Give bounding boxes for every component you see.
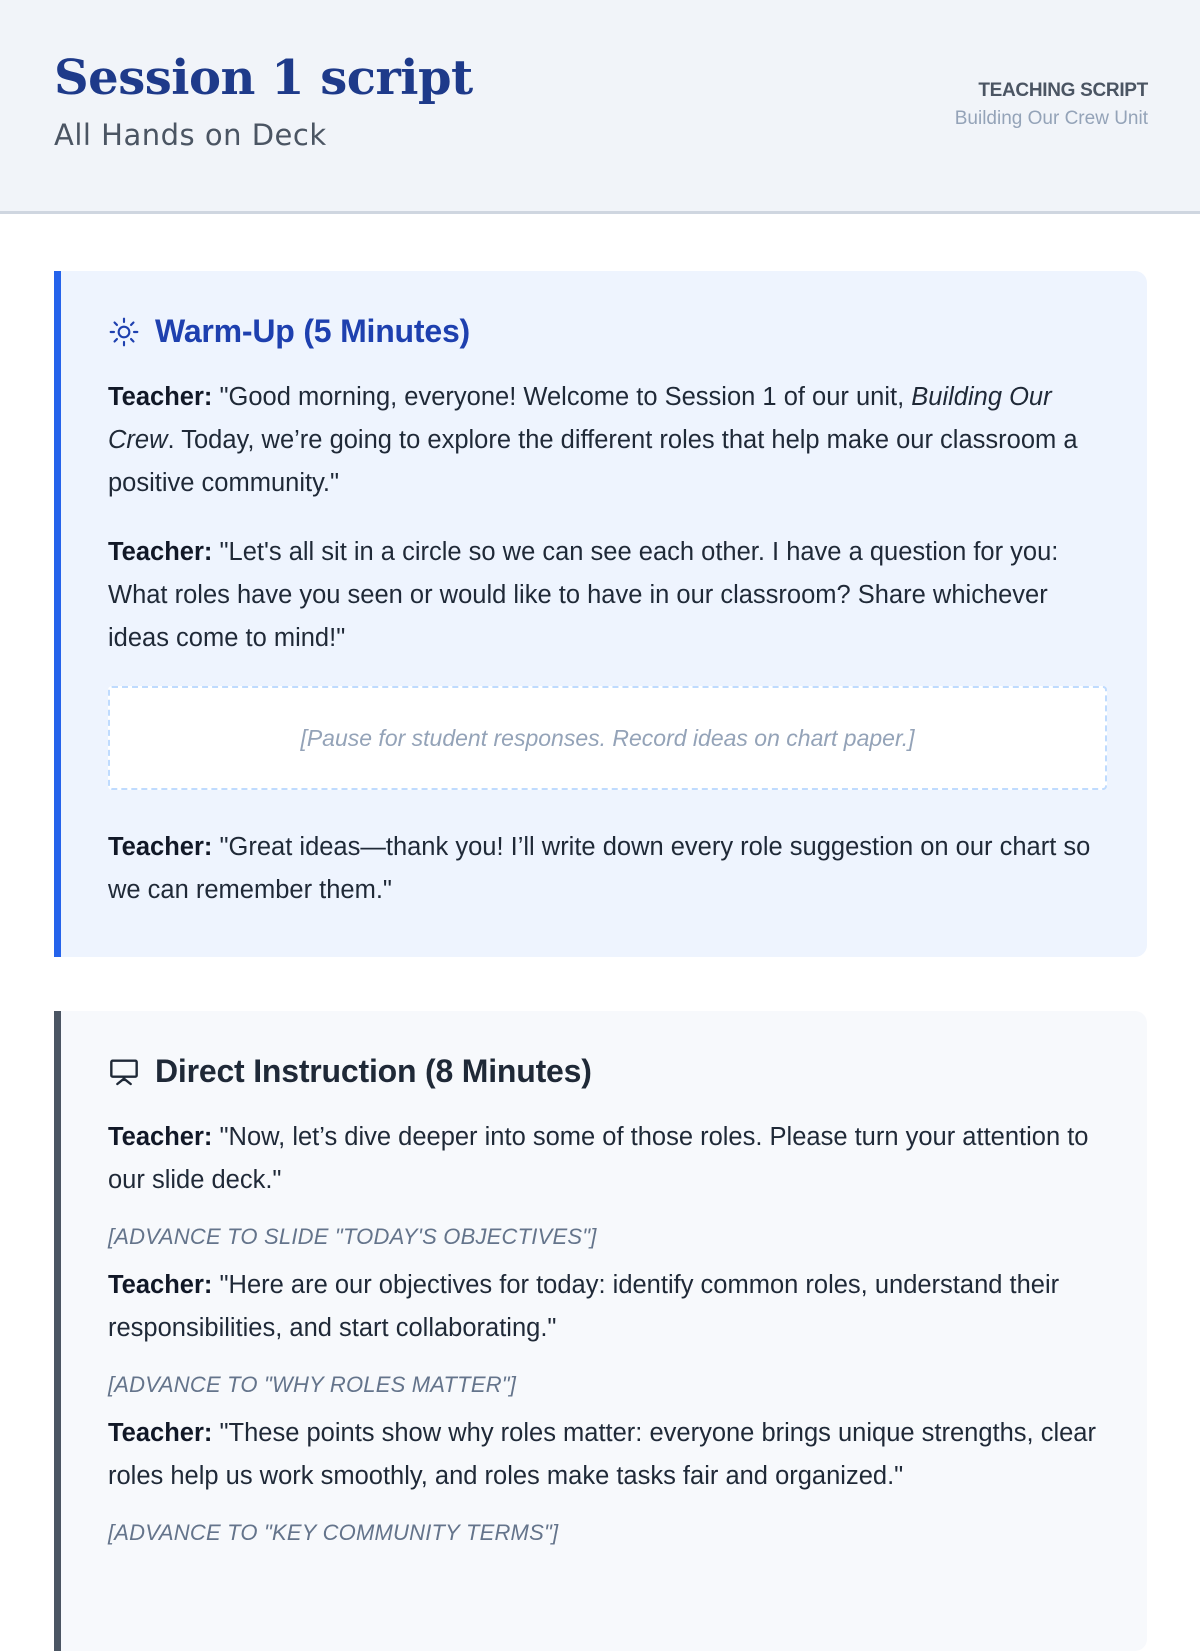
page-subtitle: All Hands on Deck xyxy=(54,118,327,152)
direct-paragraph-3 xyxy=(108,1412,1107,1498)
speaker-label: Teacher: xyxy=(108,538,213,566)
warmup-heading xyxy=(108,313,1107,350)
warmup-paragraph-3 xyxy=(108,826,1107,912)
warmup-paragraph-2 xyxy=(108,531,1107,660)
speaker-label: Teacher: xyxy=(108,833,213,861)
warmup-section xyxy=(54,271,1147,957)
direct-paragraph-2 xyxy=(108,1264,1107,1350)
direct-instruction-title: Direct Instruction (8 Minutes) xyxy=(155,1053,592,1089)
presentation-board-icon xyxy=(108,1056,140,1088)
dialogue-text: . Today, we’re going to explore the different roles that help make our classroom a positive community." xyxy=(108,426,1078,497)
speaker-label: Teacher: xyxy=(108,1419,213,1447)
speaker-label: Teacher: xyxy=(108,1271,213,1299)
warmup-title: Warm-Up (5 Minutes) xyxy=(155,313,471,349)
slide-cue: [ADVANCE TO SLIDE "TODAY'S OBJECTIVES"] xyxy=(108,1224,597,1249)
page-title: Session 1 script xyxy=(54,50,473,106)
dialogue-text: "Here are our objectives for today: identify common roles, understand their responsibilities, and start collaborating." xyxy=(108,1271,1060,1342)
direct-instruction-section xyxy=(54,1011,1147,1651)
unit-title-emphasis: Building Our Crew xyxy=(108,383,1052,454)
direct-instruction-heading xyxy=(108,1053,1107,1090)
doc-type-label: TEACHING SCRIPT xyxy=(978,80,1148,101)
dialogue-text: "Now, let’s dive deeper into some of those roles. Please turn your attention to our slide deck." xyxy=(108,1123,1089,1194)
direct-paragraph-1 xyxy=(108,1116,1107,1202)
pause-note-box xyxy=(108,686,1107,790)
slide-cue: [ADVANCE TO "KEY COMMUNITY TERMS"] xyxy=(108,1520,559,1545)
dialogue-text: "Good morning, everyone! Welcome to Session 1 of our unit, xyxy=(212,383,912,411)
dialogue-text: "Let's all sit in a circle so we can see each other. I have a question for you: What roles have you seen or would like to have in our classroom? Share whichever ideas come to mind!" xyxy=(108,538,1059,652)
speaker-label: Teacher: xyxy=(108,1123,213,1151)
header-meta xyxy=(955,80,1148,130)
slide-cue: [ADVANCE TO "WHY ROLES MATTER"] xyxy=(108,1372,517,1397)
sun-icon xyxy=(108,316,140,348)
pause-note-text: [Pause for student responses. Record ideas on chart paper.] xyxy=(300,724,915,751)
warmup-paragraph-1 xyxy=(108,376,1107,505)
dialogue-text: "These points show why roles matter: everyone brings unique strengths, clear roles help us work smoothly, and roles make tasks fair and organized." xyxy=(108,1419,1096,1490)
unit-name: Building Our Crew Unit xyxy=(954,108,1148,129)
page-header xyxy=(0,0,1200,214)
dialogue-text: "Great ideas—thank you! I’ll write down every role suggestion on our chart so we can remember them." xyxy=(108,833,1091,904)
speaker-label: Teacher: xyxy=(108,383,213,411)
